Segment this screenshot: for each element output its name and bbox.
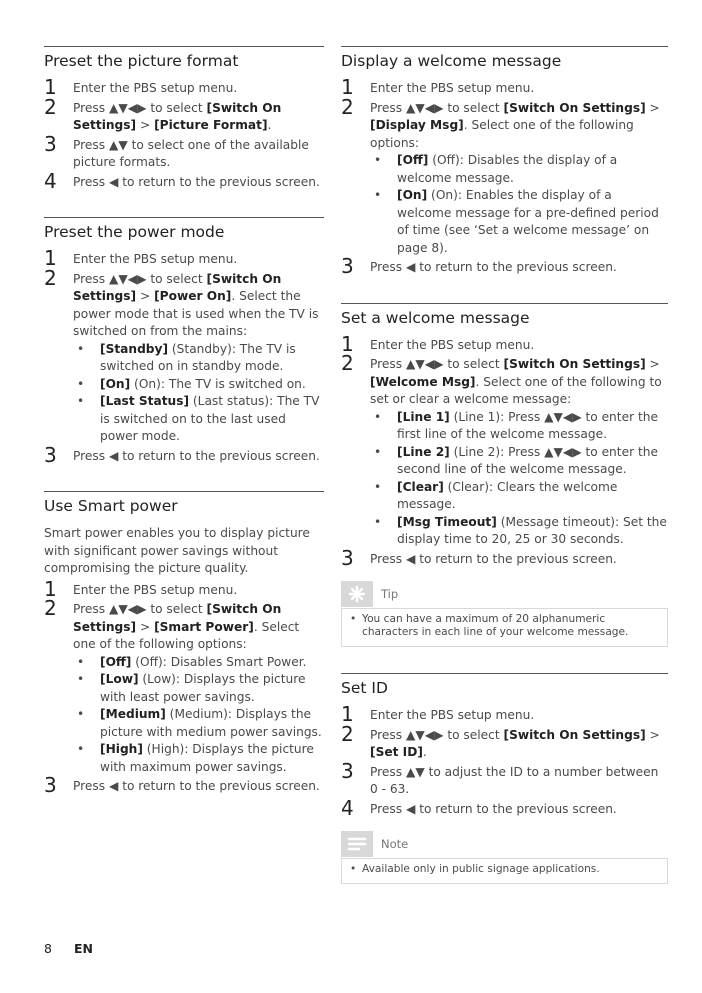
- section-set-id: [341, 673, 668, 884]
- step: 4 Press ◀ to return to the previous screen.: [44, 168, 320, 193]
- page-footer: [44, 941, 93, 956]
- step: 1 Enter the PBS setup menu.: [44, 246, 238, 270]
- list-item: • [Line 1] (Line 1): Press ▲▼◀▶ to enter the first line of the welcome message.: [370, 409, 668, 444]
- note-icon: [341, 831, 373, 857]
- note-text: • Available only in public signage applications.: [350, 863, 659, 876]
- section-preset-picture-format: [44, 46, 324, 191]
- step: 2 Press ▲▼◀▶ to select [Switch On Settings] > [Smart Power]. Select one of the following options: • [Off] (Off): Disables Smart Power. • [Low] (Low): Displays the picture with least power savings. • [Medium] (Medium): Displays the picture with medium power savings. • [High] (High): Displays the picture with maximum power savings.: [44, 601, 324, 776]
- list-item: • [Line 2] (Line 2): Press ▲▼◀▶ to enter the second line of the welcome message.: [370, 444, 668, 479]
- tip-box: [341, 580, 668, 647]
- list-item: • [Standby] (Standby): The TV is switched on in standby mode.: [73, 341, 324, 376]
- right-column: [341, 46, 668, 910]
- option-list: [370, 152, 668, 257]
- list-item: • [Off] (Off): Disables the display of a welcome message.: [370, 152, 668, 187]
- section-title: Preset the picture format: [44, 52, 239, 70]
- option-list: [73, 654, 324, 777]
- step: 1 Enter the PBS setup menu.: [341, 702, 535, 726]
- section-title: Set a welcome message: [341, 308, 530, 327]
- list-item: • [Last Status] (Last status): The TV is switched on to the last used power mode.: [73, 393, 324, 446]
- section-title: Preset the power mode: [44, 223, 225, 241]
- left-column: [44, 46, 324, 822]
- list-item: • [Off] (Off): Disables Smart Power.: [73, 654, 324, 672]
- step: 2 Press ▲▼◀▶ to select [Switch On Settings] > [Picture Format].: [44, 94, 282, 132]
- section-title: Display a welcome message: [341, 52, 562, 70]
- language-code: EN: [74, 941, 94, 956]
- section-smart-power: [44, 491, 324, 796]
- section-display-welcome-message: [341, 46, 668, 277]
- step: 1 Enter the PBS setup menu.: [44, 75, 238, 99]
- step: 3 Press ◀ to return to the previous screen.: [44, 773, 320, 797]
- note-box: [341, 830, 668, 884]
- step: 1 Enter the PBS setup menu.: [44, 576, 238, 601]
- list-item: • [On] (On): The TV is switched on.: [73, 376, 324, 394]
- step: 4 Press ◀ to return to the previous screen.: [341, 795, 617, 820]
- option-list: [370, 409, 668, 549]
- step: 2 Press ▲▼◀▶ to select [Switch On Settings] > [Display Msg]. Select one of the following options: • [Off] (Off): Disables the display of a welcome message. • [On] (On): Enables the display of a welcome message for a pre-defined period of time (see ‘Set a welcome message’ on page 8).: [341, 100, 668, 258]
- section-title: Set ID: [341, 679, 388, 697]
- step: 1 Enter the PBS setup menu.: [341, 75, 535, 99]
- list-item: • [High] (High): Displays the picture with maximum power savings.: [73, 741, 324, 776]
- step: 3 Press ▲▼ to select one of the available picture formats.: [44, 131, 309, 169]
- tip-label: Tip: [381, 587, 399, 601]
- section-preset-power-mode: [44, 217, 324, 465]
- step: 2 Press ▲▼◀▶ to select [Switch On Settings] > [Set ID].: [341, 721, 660, 759]
- step: 3 Press ◀ to return to the previous screen.: [341, 254, 617, 278]
- step: 2 Press ▲▼◀▶ to select [Switch On Settings] > [Power On]. Select the power mode that is used when the TV is switched on from the mains: • [Standby] (Standby): The TV is switched on in standby mode. • [On] (On): The TV is switched on. • [Last Status] (Last status): The TV is switched on to the last used power mode.: [44, 271, 324, 446]
- tip-icon: [341, 581, 373, 607]
- note-label: Note: [381, 837, 409, 851]
- intro-text: Smart power enables you to display picture with significant power savings without compromising the picture quality.: [44, 526, 310, 575]
- step: 3 Press ▲▼ to adjust the ID to a number between 0 - 63.: [341, 758, 659, 796]
- section-title: Use Smart power: [44, 497, 178, 515]
- step: 1 Enter the PBS setup menu.: [341, 331, 535, 356]
- list-item: • [Medium] (Medium): Displays the picture with medium power savings.: [73, 706, 324, 741]
- list-item: • [On] (On): Enables the display of a welcome message for a pre-defined period of time (see ‘Set a welcome message’ on page 8).: [370, 187, 668, 257]
- option-list: [73, 341, 324, 446]
- section-set-welcome-message: [341, 303, 668, 648]
- list-item: • [Clear] (Clear): Clears the welcome message.: [370, 479, 668, 514]
- step: 2 Press ▲▼◀▶ to select [Switch On Settings] > [Welcome Msg]. Select one of the following to set or clear a welcome message: • [Line 1] (Line 1): Press ▲▼◀▶ to enter the first line of the welcome message. • [Line 2] (Line 2): Press ▲▼◀▶ to enter the second line of the welcome message. • [Clear] (Clear): Clears the welcome message. • [Msg Timeout] (Message timeout): Set the display time to 20, 25 or 30 seconds.: [341, 356, 668, 549]
- page-number: 8: [44, 941, 52, 956]
- step: 3 Press ◀ to return to the previous screen.: [44, 442, 320, 467]
- list-item: • [Low] (Low): Displays the picture with least power savings.: [73, 671, 324, 706]
- list-item: • [Msg Timeout] (Message timeout): Set the display time to 20, 25 or 30 seconds.: [370, 514, 668, 549]
- tip-text: • You can have a maximum of 20 alphanumeric characters in each line of your welcome message.: [350, 613, 659, 639]
- step: 3 Press ◀ to return to the previous screen.: [341, 545, 617, 570]
